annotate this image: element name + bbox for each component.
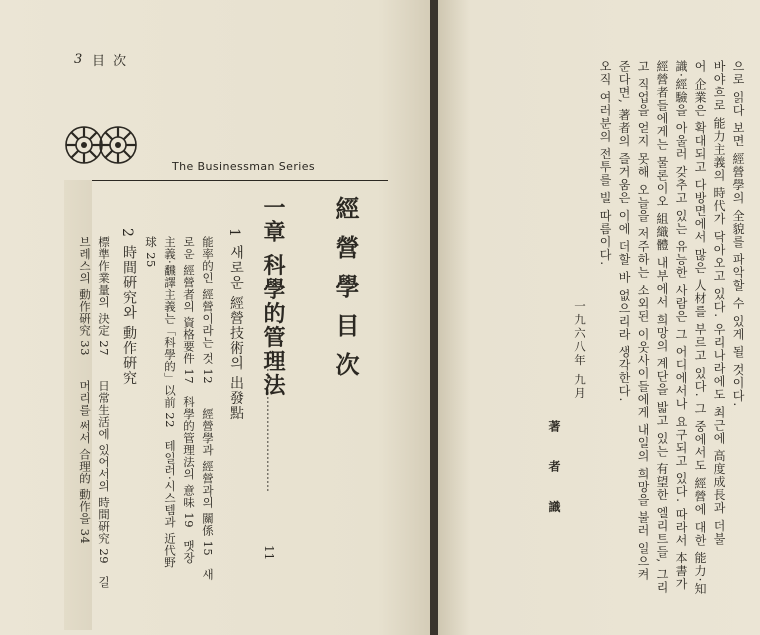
section-1-entries-line-4: 球 25 — [144, 236, 158, 268]
series-title: The Businessman Series — [172, 160, 316, 173]
section-2-title: 時間硏究와 動作硏究 — [121, 245, 137, 386]
preface-line-2: 바야흐로 能力主義의 時代가 닥아오고 있다. 우리나라에도 최근에 高度成長과 더불 — [712, 60, 726, 546]
header-rule — [66, 180, 388, 181]
chapter-page-number: 11 — [262, 545, 276, 561]
preface-author: 著 者 識 — [547, 420, 561, 525]
section-1-entries-line-3: 主義·飜譯主義는「科學的」以前 22 테일러·시스템과 近代野 — [163, 236, 177, 569]
chapter-leader-dots: …………………………… — [264, 360, 278, 492]
right-page — [438, 0, 760, 635]
series-emblem-icon — [62, 120, 140, 170]
section-1-entries-line-1: 能率的인 經營이라는 것 12 經營學과 經營과의 關係 15 새 — [201, 236, 215, 581]
preface-line-3: 어 企業은 확대되고 다방면에서 많은 人材를 부르고 있다. 그 중에서도 經營에 대한 能力·知 — [693, 60, 707, 596]
preface-line-4: 識·經驗을 아울러 갖추고 있는 유능한 사람은 그 어디에서나 요구되고 있다. 따라서 本書가 — [674, 60, 688, 591]
section-1-title: 새로운 經營技術의 出發點 — [228, 245, 244, 421]
section-2-number: 2 — [119, 228, 135, 238]
section-2-entries-line-1: 標準作業量의 決定 27 日常生活에 있어서의 時間硏究 29 길 — [97, 236, 111, 589]
chapter-title: 一章 科學的管理法 — [260, 196, 286, 398]
preface-date: 一九六八年 九月 — [573, 300, 587, 401]
preface-line-6: 고 직업을 얻지 못해 오늘을 저주하는 소외된 이웃사이들에게 내일의 희망을 불러 일으켜 — [636, 60, 650, 581]
book-gutter — [430, 0, 438, 635]
section-1-entries-line-2: 로운 經營者의 資格要件 17 科學的管理法의 意味 19 맷장 — [182, 236, 196, 565]
running-head: 目 次 — [92, 54, 129, 69]
book-title: 經營學目次 — [331, 196, 360, 391]
preface-line-1: 으로 읽다 보면 經營學의 全貌를 파악할 수 있게 될 것이다. — [731, 60, 745, 408]
preface-line-7: 준다면, 著者의 즐거움은 이에 더할 바 없으리라 생각한다. — [617, 60, 631, 403]
preface-line-8: 오직 여러분의 전투를 빌 따름이다. — [598, 60, 612, 267]
section-1-number: 1 — [226, 228, 242, 238]
preface-line-5: 經營者들에게는 물론이오 組織體 내부에서 희망의 계단을 밟고 있는 有望한 엘리트들, 그리 — [655, 60, 669, 594]
page-number: 3 — [74, 52, 83, 67]
section-2-entries-line-2: 브레스의 動作硏究 33 머리를 써서 合理的 動作을 34 — [78, 236, 92, 545]
